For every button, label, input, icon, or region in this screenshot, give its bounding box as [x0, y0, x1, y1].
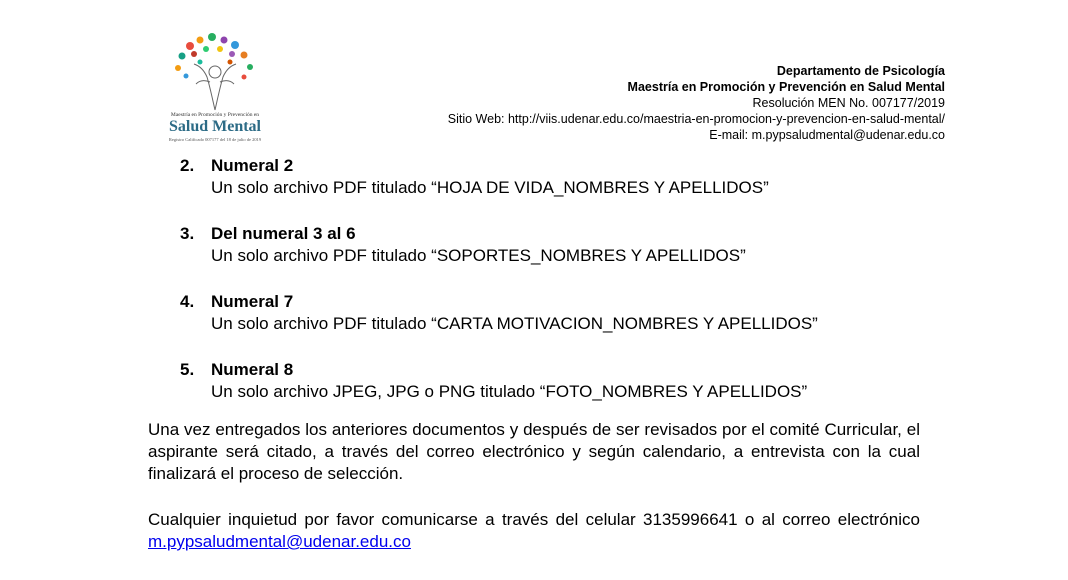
item-heading: Del numeral 3 al 6	[211, 224, 356, 243]
selection-process-paragraph: Una vez entregados los anteriores documentos y después de ser revisados por el comité Curricular, el aspirante será citado, a través del correo electrónico y según calendario, a entrevista con la cual finalizará el proceso de selección.	[148, 420, 920, 483]
item-number: 3.	[180, 224, 195, 243]
contact-email-link[interactable]: m.pypsaludmental@udenar.edu.co	[148, 532, 411, 551]
item-number: 2.	[180, 156, 195, 175]
item-number: 5.	[180, 360, 195, 379]
logo-registration: Registro Calificado 007177 del 18 de julio de 2019	[168, 137, 262, 142]
list-item	[180, 291, 940, 335]
item-number: 4.	[180, 292, 195, 311]
item-heading: Numeral 7	[211, 292, 294, 311]
logo-title: Salud Mental	[168, 118, 261, 135]
program-logo	[160, 32, 270, 152]
item-heading: Numeral 2	[211, 156, 294, 175]
list-item	[180, 359, 940, 403]
department-name: Departamento de Psicología	[776, 64, 945, 78]
logo-subtitle: Maestría en Promoción y Prevención en	[170, 112, 260, 118]
website-line: Sitio Web: http://viis.udenar.edu.co/maestria-en-promocion-y-prevencion-en-salud-mental/	[447, 112, 945, 126]
item-description: Un solo archivo PDF titulado “SOPORTES_NOMBRES Y APELLIDOS”	[211, 246, 746, 265]
list-item	[180, 155, 940, 199]
program-name: Maestría en Promoción y Prevención en Salud Mental	[627, 80, 945, 94]
item-description: Un solo archivo JPEG, JPG o PNG titulado “FOTO_NOMBRES Y APELLIDOS”	[211, 382, 808, 401]
resolution-number: Resolución MEN No. 007177/2019	[752, 96, 945, 110]
item-description: Un solo archivo PDF titulado “HOJA DE VIDA_NOMBRES Y APELLIDOS”	[211, 178, 769, 197]
document-list	[180, 155, 940, 427]
item-heading: Numeral 8	[211, 360, 294, 379]
item-description: Un solo archivo PDF titulado “CARTA MOTIVACION_NOMBRES Y APELLIDOS”	[211, 314, 818, 333]
letterhead	[448, 63, 945, 143]
email-line: E-mail: m.pypsaludmental@udenar.edu.co	[709, 128, 945, 142]
tree-icon	[160, 32, 270, 112]
contact-paragraph	[148, 509, 920, 553]
list-item	[180, 223, 940, 267]
contact-text: Cualquier inquietud por favor comunicarse a través del celular 3135996641 o al correo electrónico	[148, 510, 920, 529]
